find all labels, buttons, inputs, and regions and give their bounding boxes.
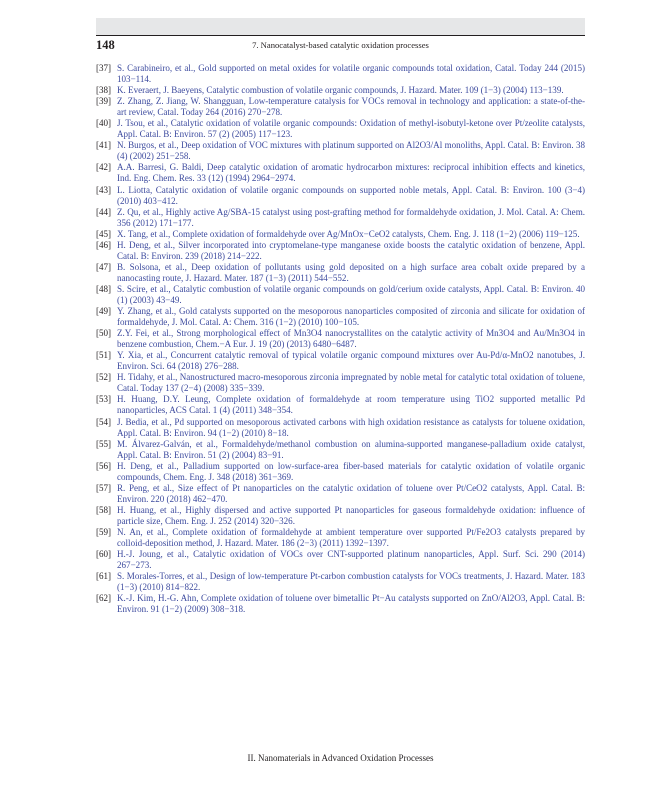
reference-number: [45] [96,228,112,239]
reference-item [96,593,585,615]
footer-section-title: II. Nanomaterials in Advanced Oxidation Processes [247,753,434,763]
reference-number: [51] [96,350,112,361]
reference-number: [42] [96,162,112,173]
reference-item [96,439,585,461]
reference-text[interactable]: M. Álvarez-Galván, et al., Formaldehyde/methanol combustion on alumina-supported manganese-palladium oxide catalyst, Appl. Catal. B: Environ. 51 (2) (2004) 83−91. [117,438,585,460]
reference-number: [55] [96,438,112,449]
reference-number: [48] [96,283,112,294]
reference-item [96,96,585,118]
reference-number: [46] [96,239,112,250]
reference-item [96,372,585,394]
reference-item [96,118,585,140]
reference-number: [59] [96,526,112,537]
reference-text[interactable]: S. Scire, et al., Catalytic combustion of volatile organic compounds on gold/cerium oxide catalysts, Appl. Catal. B: Environ. 40 (1) (2003) 43−49. [117,283,585,305]
reference-text[interactable]: S. Morales-Torres, et al., Design of low-temperature Pt-carbon combustion catalysts for VOCs treatments, J. Hazard. Mater. 183 (1−3) (2010) 814−822. [117,571,585,593]
reference-item [96,417,585,439]
reference-text[interactable]: R. Peng, et al., Size effect of Pt nanoparticles on the catalytic oxidation of toluene over Pt/CeO2 catalysts, Appl. Catal. B: Environ. 220 (2018) 462−470. [117,482,585,504]
reference-item [96,262,585,284]
reference-text[interactable]: A.A. Barresi, G. Baldi, Deep catalytic oxidation of aromatic hydrocarbon mixtures: reciprocal inhibition effects and kinetics, Ind. Eng. Chem. Res. 33 (12) (1994) 2964−2974. [117,162,585,184]
reference-item [96,140,585,162]
reference-text[interactable]: Y. Zhang, et al., Gold catalysts supported on the mesoporous nanoparticles composited of zirconia and silicate for oxidation of formaldehyde, J. Mol. Catal. A: Chem. 316 (1−2) (2010) 100−105. [117,306,585,328]
reference-number: [49] [96,306,112,317]
reference-number: [39] [96,96,112,107]
reference-number: [62] [96,593,112,604]
reference-item [96,505,585,527]
reference-text[interactable]: B. Solsona, et al., Deep oxidation of pollutants using gold deposited on a high surface area cobalt oxide prepared by a nanocasting route, J. Hazard. Mater. 187 (1−3) (2011) 544−552. [117,261,585,283]
reference-number: [47] [96,261,112,272]
reference-text[interactable]: H. Deng, et al., Silver incorporated into cryptomelane-type manganese oxide boosts the catalytic oxidation of benzene, Appl. Catal. B: Environ. 239 (2018) 214−222. [117,239,585,261]
reference-number: [40] [96,118,112,129]
reference-text[interactable]: Y. Xia, et al., Concurrent catalytic removal of typical volatile organic compound mixtures over Au-Pd/α-MnO2 nanotubes, J. Environ. Sci. 64 (2018) 276−288. [117,350,585,372]
reference-text[interactable]: K. Everaert, J. Baeyens, Catalytic combustion of volatile organic compounds, J. Hazard. Mater. 109 (1−3) (2004) 113−139. [117,85,564,96]
reference-number: [53] [96,394,112,405]
reference-text[interactable]: N. An, et al., Complete oxidation of formaldehyde at ambient temperature over supported Pt/Fe2O3 catalysts prepared by colloid-deposition method, J. Hazard. Mater. 186 (2−3) (2011) 1392−1397. [117,526,585,549]
reference-item [96,483,585,505]
reference-item [96,461,585,483]
reference-number: [56] [96,460,112,471]
reference-list [96,63,585,615]
reference-item [96,63,585,85]
reference-number: [60] [96,549,112,560]
reference-text[interactable]: H. Deng, et al., Palladium supported on low-surface-area fiber-based materials for catalytic oxidation of volatile organic compounds, Chem. Eng. J. 348 (2018) 361−369. [117,460,585,482]
reference-number: [44] [96,206,112,217]
reference-item [96,394,585,416]
reference-text[interactable]: K.-J. Kim, H.-G. Ahn, Complete oxidation of toluene over bimetallic Pt−Au catalysts supported on ZnO/Al2O3, Appl. Catal. B: Environ. 91 (1−2) (2009) 308−318. [117,593,585,615]
reference-number: [57] [96,482,112,493]
reference-item [96,162,585,184]
reference-text[interactable]: S. Carabineiro, et al., Gold supported on metal oxides for volatile organic compounds total oxidation, Catal. Today 244 (2015) 103−114. [117,63,585,85]
reference-item [96,207,585,229]
reference-text[interactable]: H. Huang, et al., Highly dispersed and active supported Pt nanoparticles for gaseous formaldehyde oxidation: influence of particle size, Chem. Eng. J. 252 (2014) 320−326. [117,504,585,526]
reference-item [96,240,585,262]
reference-number: [52] [96,372,112,383]
reference-number: [38] [96,85,112,96]
page-number: 148 [96,38,115,52]
reference-item [96,284,585,306]
reference-item [96,328,585,350]
reference-text[interactable]: L. Liotta, Catalytic oxidation of volatile organic compounds on supported noble metals, Appl. Catal. B: Environ. 100 (3−4) (2010) 403−412. [117,184,585,206]
header-band [96,18,585,35]
reference-text[interactable]: X. Tang, et al., Complete oxidation of formaldehyde over Ag/MnOx−CeO2 catalysts, Chem. Eng. J. 118 (1−2) (2006) 119−125. [117,228,580,239]
reference-text[interactable]: J. Bedia, et al., Pd supported on mesoporous activated carbons with high oxidation resistance as catalysts for toluene oxidation, Appl. Catal. B: Environ. 94 (1−2) (2010) 8−18. [117,416,585,438]
reference-number: [37] [96,63,112,73]
reference-item [96,549,585,571]
running-title: 7. Nanocatalyst-based catalytic oxidation processes [252,40,429,50]
reference-item [96,85,585,96]
reference-item [96,229,585,240]
reference-text[interactable]: Z. Zhang, Z. Jiang, W. Shangguan, Low-temperature catalysis for VOCs removal in technology and application: a state-of-the-art review, Catal. Today 264 (2016) 270−278. [117,96,585,118]
reference-text[interactable]: J. Tsou, et al., Catalytic oxidation of volatile organic compounds: Oxidation of methyl-isobutyl-ketone over Pt/zeolite catalysts, Appl. Catal. B: Environ. 57 (2) (2005) 117−123. [117,118,585,140]
reference-text[interactable]: Z. Qu, et al., Highly active Ag/SBA-15 catalyst using post-grafting method for formaldehyde oxidation, J. Mol. Catal. A: Chem. 356 (2012) 171−177. [117,206,585,228]
reference-item [96,185,585,207]
reference-number: [58] [96,504,112,515]
reference-item [96,306,585,328]
reference-text[interactable]: Z.Y. Fei, et al., Strong morphological effect of Mn3O4 nanocrystallites on the catalytic activity of Mn3O4 and Au/Mn3O4 in benzene combustion, Chem.−A Eur. J. 19 (20) (2013) 6480−6487. [117,328,585,350]
reference-number: [54] [96,416,112,427]
reference-item [96,350,585,372]
reference-text[interactable]: N. Burgos, et al., Deep oxidation of VOC mixtures with platinum supported on Al2O3/Al monoliths, Appl. Catal. B: Environ. 38 (4) (2002) 251−258. [117,140,585,162]
reference-text[interactable]: H.-J. Joung, et al., Catalytic oxidation of VOCs over CNT-supported platinum nanoparticles, Appl. Surf. Sci. 290 (2014) 267−273. [117,549,585,571]
reference-number: [50] [96,328,112,339]
reference-item [96,571,585,593]
reference-text[interactable]: H. Tidahy, et al., Nanostructured macro-mesoporous zirconia impregnated by noble metal for catalytic total oxidation of toluene, Catal. Today 137 (2−4) (2008) 335−339. [117,372,585,394]
reference-number: [61] [96,571,112,582]
reference-text[interactable]: H. Huang, D.Y. Leung, Complete oxidation of formaldehyde at room temperature using TiO2 supported metallic Pd nanoparticles, ACS Catal. 1 (4) (2011) 348−354. [117,394,585,416]
reference-number: [43] [96,184,112,195]
reference-number: [41] [96,140,112,151]
reference-item [96,527,585,549]
header-rule [96,35,585,36]
